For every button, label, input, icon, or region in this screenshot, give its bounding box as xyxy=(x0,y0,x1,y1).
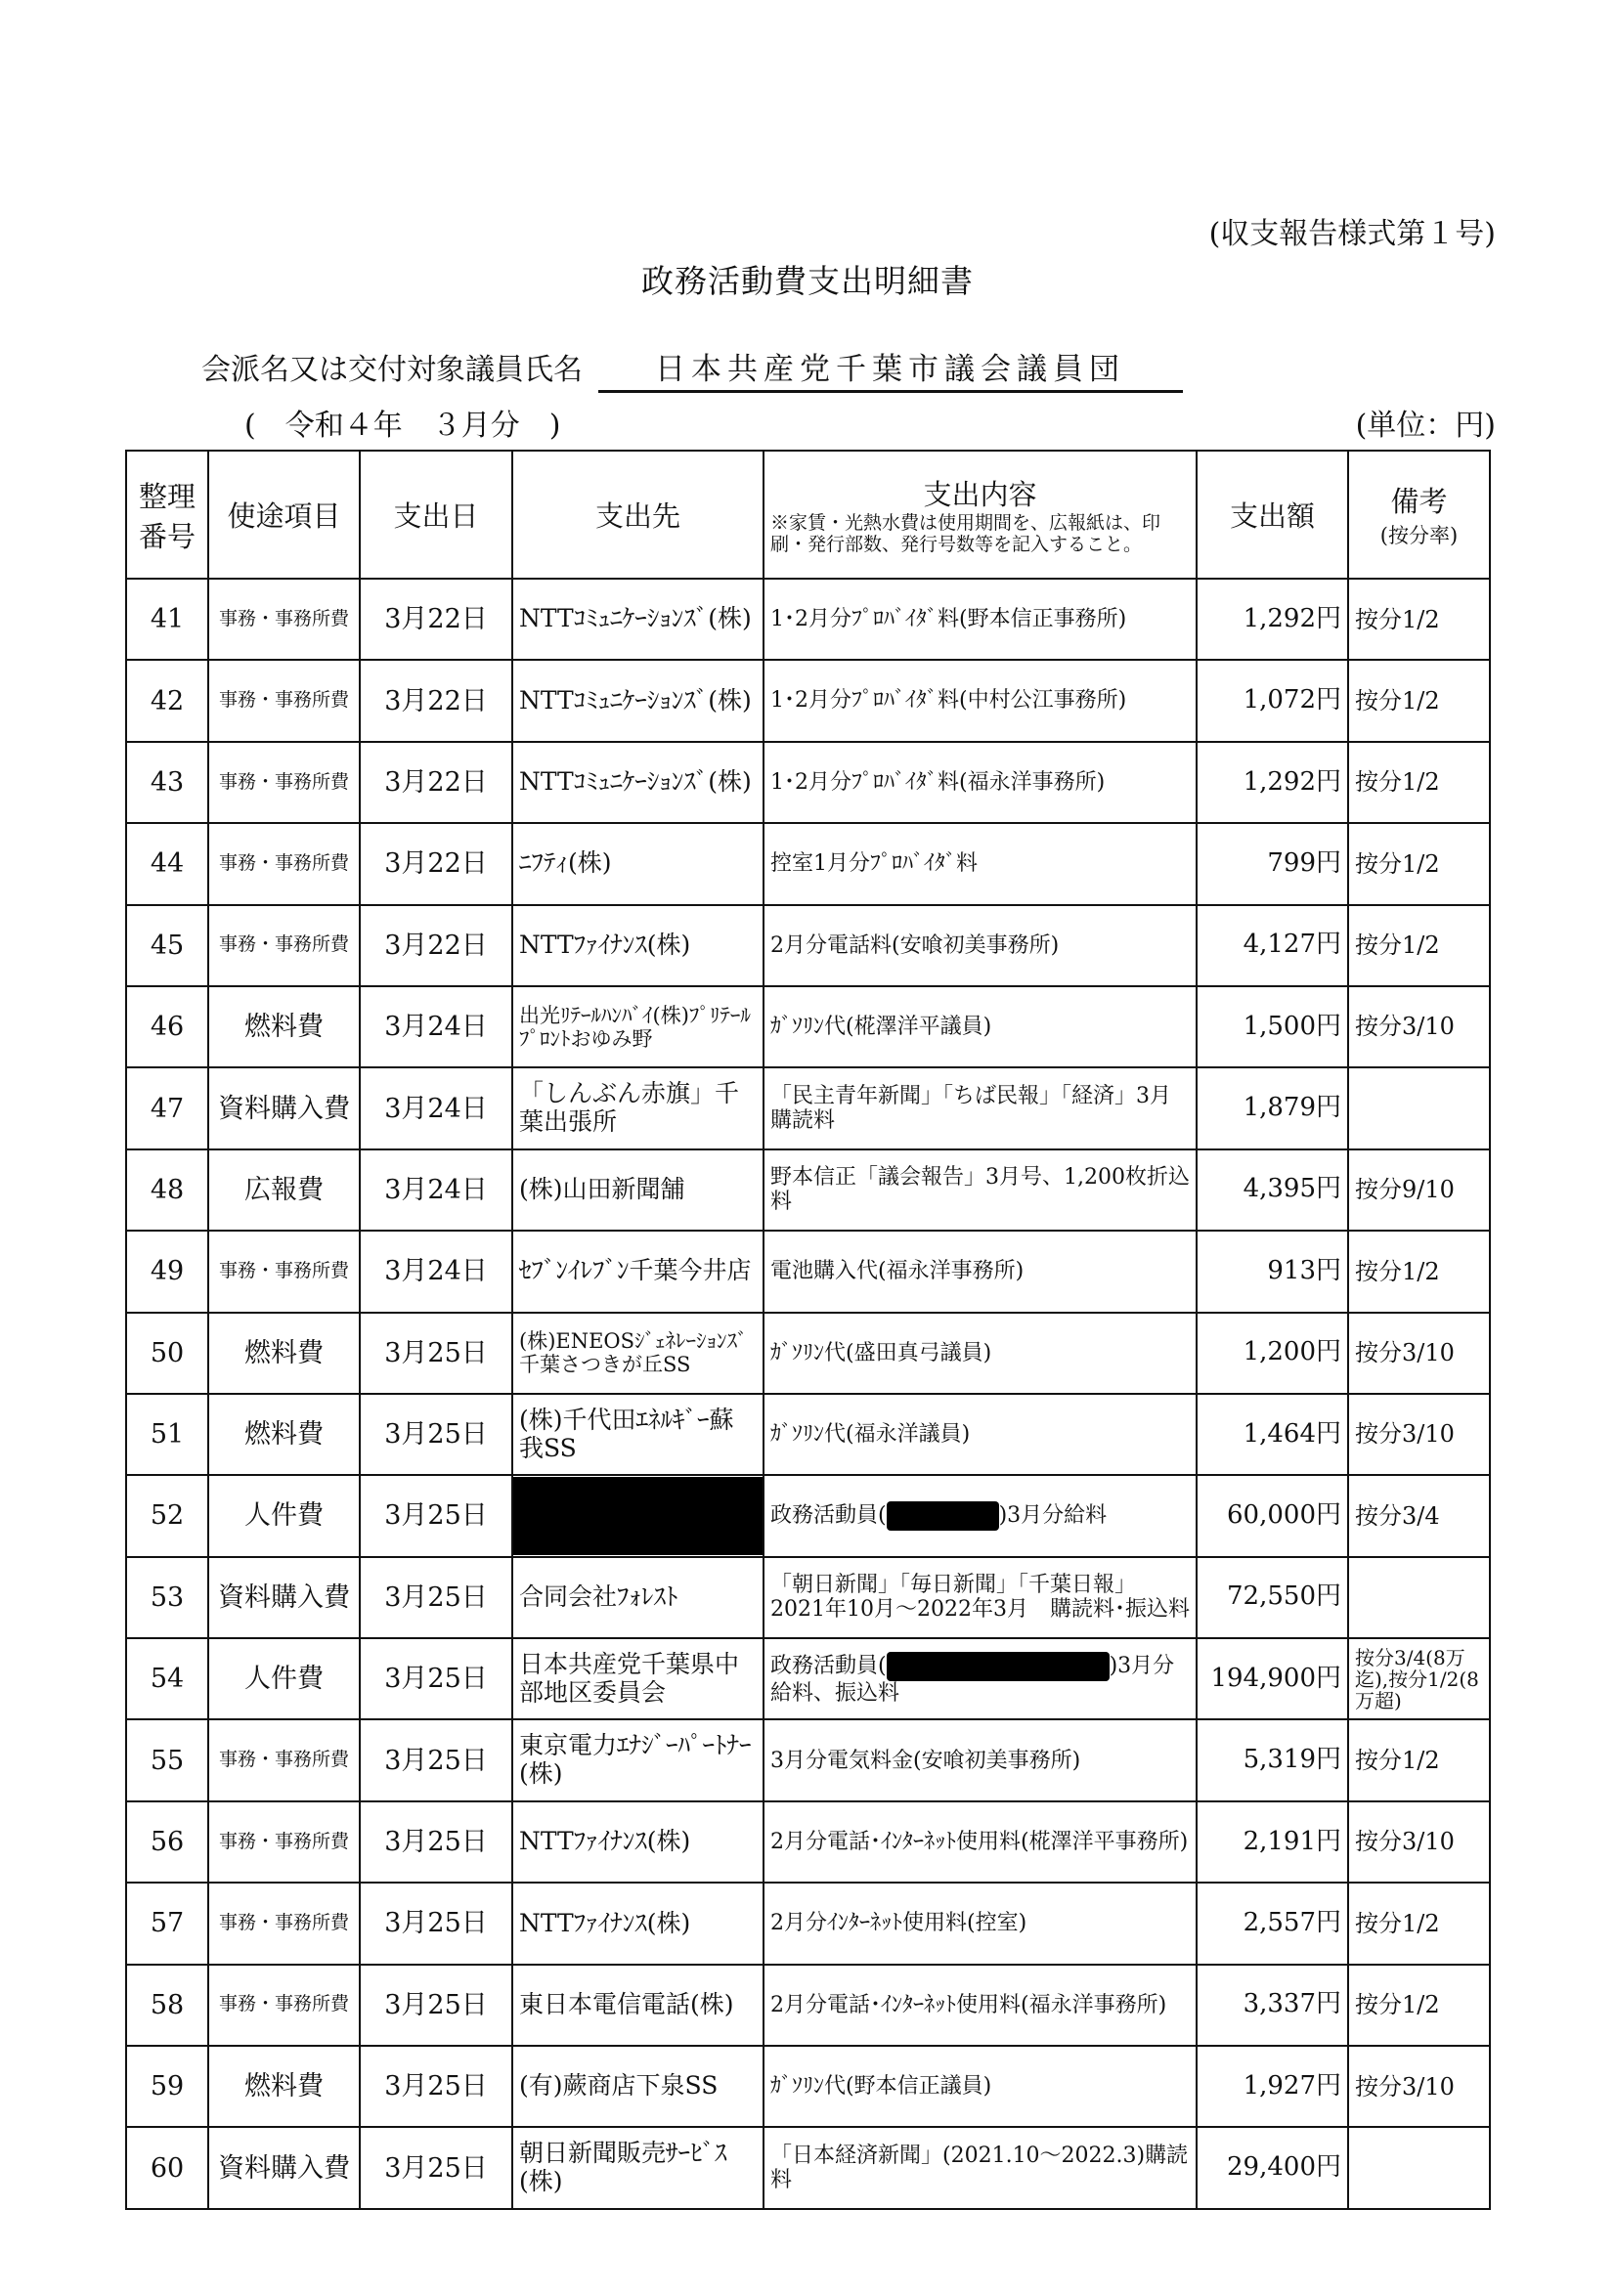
table-row xyxy=(126,986,1490,1067)
cell-remarks: 按分1/2 xyxy=(1348,1965,1490,2046)
cell-amount: 72,550円 xyxy=(1197,1557,1348,1638)
content-after: )3月分給料、振込料 xyxy=(770,1654,1175,1707)
cell-amount: 1,500円 xyxy=(1197,986,1348,1067)
table-header-row xyxy=(126,451,1490,579)
cell-vendor: 出光ﾘﾃｰﾙﾊﾝﾊﾞｲ(株)ﾌﾟﾘﾃｰﾙﾌﾟﾛﾝﾄおゆみ野 xyxy=(512,986,764,1067)
table-row xyxy=(126,1883,1490,1964)
cell-remarks: 按分1/2 xyxy=(1348,660,1490,741)
cell-remarks xyxy=(1348,1557,1490,1638)
cell-vendor: 「しんぶん赤旗」千葉出張所 xyxy=(512,1067,764,1148)
content-after: )3月分給料 xyxy=(998,1502,1108,1528)
cell-remarks xyxy=(1348,1067,1490,1148)
cell-no: 50 xyxy=(126,1313,208,1394)
cell-date: 3月24日 xyxy=(360,986,512,1067)
col-header-date: 支出日 xyxy=(360,451,512,579)
table-row xyxy=(126,1067,1490,1148)
table-row xyxy=(126,1965,1490,2046)
table-row xyxy=(126,1231,1490,1312)
cell-vendor: NTTｺﾐｭﾆｹｰｼｮﾝｽﾞ(株) xyxy=(512,742,764,823)
cell-no: 58 xyxy=(126,1965,208,2046)
cell-content: 「民主青年新聞」「ちば民報」「経済」3月購読料 xyxy=(764,1067,1197,1148)
table-body xyxy=(126,579,1490,2209)
cell-content: 控室1月分ﾌﾟﾛﾊﾞｲﾀﾞ料 xyxy=(764,823,1197,904)
cell-amount: 3,337円 xyxy=(1197,1965,1348,2046)
cell-category: 事務・事務所費 xyxy=(208,742,360,823)
cell-vendor: NTTﾌｧｲﾅﾝｽ(株) xyxy=(512,1801,764,1883)
cell-amount: 29,400円 xyxy=(1197,2127,1348,2208)
table-row xyxy=(126,1313,1490,1394)
cell-content: 野本信正「議会報告」3月号、1,200枚折込料 xyxy=(764,1149,1197,1231)
cell-no: 53 xyxy=(126,1557,208,1638)
cell-content: 1･2月分ﾌﾟﾛﾊﾞｲﾀﾞ料(野本信正事務所) xyxy=(764,579,1197,660)
cell-no: 42 xyxy=(126,660,208,741)
cell-amount: 799円 xyxy=(1197,823,1348,904)
cell-date: 3月25日 xyxy=(360,2046,512,2127)
content-note: ※家賃・光熱水費は使用期間を、広報紙は、印刷・発行部数、発行号数等を記入すること。 xyxy=(770,512,1161,555)
cell-date: 3月25日 xyxy=(360,1801,512,1883)
cell-category: 燃料費 xyxy=(208,1394,360,1475)
cell-date: 3月22日 xyxy=(360,579,512,660)
cell-amount: 1,072円 xyxy=(1197,660,1348,741)
col-header-content xyxy=(764,451,1197,579)
cell-date: 3月24日 xyxy=(360,1149,512,1231)
cell-no: 57 xyxy=(126,1883,208,1964)
cell-category: 事務・事務所費 xyxy=(208,1719,360,1800)
cell-date: 3月24日 xyxy=(360,1231,512,1312)
cell-amount: 1,927円 xyxy=(1197,2046,1348,2127)
cell-no: 43 xyxy=(126,742,208,823)
cell-remarks: 按分1/2 xyxy=(1348,823,1490,904)
table-row xyxy=(126,579,1490,660)
group-line xyxy=(201,344,1183,393)
cell-content: 1･2月分ﾌﾟﾛﾊﾞｲﾀﾞ料(福永洋事務所) xyxy=(764,742,1197,823)
content-title: 支出内容 xyxy=(923,478,1037,512)
col-header-remarks xyxy=(1348,451,1490,579)
cell-remarks: 按分3/10 xyxy=(1348,1313,1490,1394)
table-row xyxy=(126,823,1490,904)
redaction-block xyxy=(513,1477,763,1555)
cell-category: 燃料費 xyxy=(208,2046,360,2127)
content-before: 政務活動員( xyxy=(770,1502,887,1528)
cell-date: 3月22日 xyxy=(360,905,512,986)
cell-amount: 4,395円 xyxy=(1197,1149,1348,1231)
cell-no: 56 xyxy=(126,1801,208,1883)
cell-vendor: NTTﾌｧｲﾅﾝｽ(株) xyxy=(512,905,764,986)
cell-category: 事務・事務所費 xyxy=(208,1965,360,2046)
cell-no: 44 xyxy=(126,823,208,904)
cell-vendor: ﾆﾌﾃｨ(株) xyxy=(512,823,764,904)
cell-category: 資料購入費 xyxy=(208,2127,360,2208)
col-header-category: 使途項目 xyxy=(208,451,360,579)
cell-date: 3月25日 xyxy=(360,1557,512,1638)
cell-remarks: 按分3/4(8万迄),按分1/2(8万超) xyxy=(1348,1638,1490,1719)
cell-content: ｶﾞｿﾘﾝ代(椛澤洋平議員) xyxy=(764,986,1197,1067)
cell-no: 47 xyxy=(126,1067,208,1148)
cell-remarks: 按分1/2 xyxy=(1348,579,1490,660)
cell-amount: 913円 xyxy=(1197,1231,1348,1312)
cell-remarks: 按分1/2 xyxy=(1348,1719,1490,1800)
redaction-block xyxy=(887,1652,1110,1681)
cell-date: 3月24日 xyxy=(360,1067,512,1148)
cell-remarks: 按分3/10 xyxy=(1348,986,1490,1067)
cell-date: 3月22日 xyxy=(360,660,512,741)
cell-vendor xyxy=(512,1475,764,1556)
cell-no: 41 xyxy=(126,579,208,660)
expense-table xyxy=(125,450,1491,2210)
table-row xyxy=(126,660,1490,741)
cell-category: 燃料費 xyxy=(208,986,360,1067)
cell-amount: 60,000円 xyxy=(1197,1475,1348,1556)
group-name: 日本共産党千葉市議会議員団 xyxy=(598,344,1183,393)
cell-amount: 4,127円 xyxy=(1197,905,1348,986)
cell-category: 事務・事務所費 xyxy=(208,660,360,741)
cell-date: 3月25日 xyxy=(360,1475,512,1556)
cell-vendor: (株)山田新聞舗 xyxy=(512,1149,764,1231)
cell-content: 1･2月分ﾌﾟﾛﾊﾞｲﾀﾞ料(中村公江事務所) xyxy=(764,660,1197,741)
cell-date: 3月25日 xyxy=(360,1719,512,1800)
cell-no: 45 xyxy=(126,905,208,986)
cell-amount: 1,200円 xyxy=(1197,1313,1348,1394)
cell-category: 事務・事務所費 xyxy=(208,823,360,904)
cell-no: 55 xyxy=(126,1719,208,1800)
cell-amount: 1,879円 xyxy=(1197,1067,1348,1148)
cell-remarks: 按分3/4 xyxy=(1348,1475,1490,1556)
cell-amount: 1,292円 xyxy=(1197,742,1348,823)
cell-amount: 2,191円 xyxy=(1197,1801,1348,1883)
table-row xyxy=(126,1394,1490,1475)
cell-content xyxy=(764,1475,1197,1556)
cell-vendor: 東京電力ｴﾅｼﾞｰﾊﾟｰﾄﾅｰ(株) xyxy=(512,1719,764,1800)
cell-remarks: 按分1/2 xyxy=(1348,1883,1490,1964)
cell-date: 3月25日 xyxy=(360,1638,512,1719)
table-row xyxy=(126,2127,1490,2208)
cell-no: 46 xyxy=(126,986,208,1067)
cell-vendor: (株)ENEOSｼﾞｪﾈﾚｰｼｮﾝｽﾞ千葉さつきが丘SS xyxy=(512,1313,764,1394)
cell-vendor: 合同会社ﾌｫﾚｽﾄ xyxy=(512,1557,764,1638)
cell-amount: 1,464円 xyxy=(1197,1394,1348,1475)
cell-category: 広報費 xyxy=(208,1149,360,1231)
cell-no: 51 xyxy=(126,1394,208,1475)
cell-remarks: 按分1/2 xyxy=(1348,905,1490,986)
cell-date: 3月25日 xyxy=(360,1965,512,2046)
cell-date: 3月25日 xyxy=(360,1883,512,1964)
remarks-title: 備考 xyxy=(1390,485,1448,518)
cell-vendor: (株)千代田ｴﾈﾙｷﾞｰ蘇我SS xyxy=(512,1394,764,1475)
redaction-block xyxy=(887,1501,999,1531)
page-title: 政務活動費支出明細書 xyxy=(641,262,974,300)
cell-remarks: 按分9/10 xyxy=(1348,1149,1490,1231)
cell-content: ｶﾞｿﾘﾝ代(福永洋議員) xyxy=(764,1394,1197,1475)
cell-date: 3月22日 xyxy=(360,823,512,904)
form-number: (収支報告様式第１号) xyxy=(1208,217,1496,251)
cell-content: 3月分電気料金(安喰初美事務所) xyxy=(764,1719,1197,1800)
cell-no: 54 xyxy=(126,1638,208,1719)
cell-vendor: (有)蕨商店下泉SS xyxy=(512,2046,764,2127)
cell-vendor: 朝日新聞販売ｻｰﾋﾞｽ(株) xyxy=(512,2127,764,2208)
cell-remarks: 按分3/10 xyxy=(1348,1394,1490,1475)
table-row xyxy=(126,2046,1490,2127)
cell-category: 人件費 xyxy=(208,1638,360,1719)
remarks-sub: (按分率) xyxy=(1379,524,1459,547)
cell-category: 事務・事務所費 xyxy=(208,1231,360,1312)
cell-remarks xyxy=(1348,2127,1490,2208)
cell-category: 人件費 xyxy=(208,1475,360,1556)
col-header-amount: 支出額 xyxy=(1197,451,1348,579)
cell-vendor: 東日本電信電話(株) xyxy=(512,1965,764,2046)
table-row xyxy=(126,742,1490,823)
cell-category: 燃料費 xyxy=(208,1313,360,1394)
cell-date: 3月25日 xyxy=(360,1394,512,1475)
cell-amount: 194,900円 xyxy=(1197,1638,1348,1719)
cell-content: 2月分電話･ｲﾝﾀｰﾈｯﾄ使用料(椛澤洋平事務所) xyxy=(764,1801,1197,1883)
cell-no: 48 xyxy=(126,1149,208,1231)
cell-content: 電池購入代(福永洋事務所) xyxy=(764,1231,1197,1312)
cell-amount: 2,557円 xyxy=(1197,1883,1348,1964)
cell-amount: 5,319円 xyxy=(1197,1719,1348,1800)
unit-label: (単位：円) xyxy=(1355,409,1496,443)
cell-no: 60 xyxy=(126,2127,208,2208)
cell-category: 事務・事務所費 xyxy=(208,1883,360,1964)
cell-category: 資料購入費 xyxy=(208,1067,360,1148)
table-row xyxy=(126,1638,1490,1719)
cell-vendor: ｾﾌﾞﾝｲﾚﾌﾞﾝ千葉今井店 xyxy=(512,1231,764,1312)
cell-content: 2月分電話料(安喰初美事務所) xyxy=(764,905,1197,986)
cell-no: 52 xyxy=(126,1475,208,1556)
cell-amount: 1,292円 xyxy=(1197,579,1348,660)
cell-content: 2月分ｲﾝﾀｰﾈｯﾄ使用料(控室) xyxy=(764,1883,1197,1964)
cell-remarks: 按分1/2 xyxy=(1348,1231,1490,1312)
cell-remarks: 按分3/10 xyxy=(1348,1801,1490,1883)
table-row xyxy=(126,1719,1490,1800)
table-row xyxy=(126,1801,1490,1883)
col-header-vendor: 支出先 xyxy=(512,451,764,579)
cell-category: 事務・事務所費 xyxy=(208,1801,360,1883)
report-period: ( 令和４年 ３月分 ) xyxy=(244,409,561,443)
cell-date: 3月25日 xyxy=(360,1313,512,1394)
table-row xyxy=(126,1149,1490,1231)
cell-no: 59 xyxy=(126,2046,208,2127)
table-row xyxy=(126,905,1490,986)
cell-content: 「朝日新聞」「毎日新聞」「千葉日報」2021年10月～2022年3月 購読料･振込料 xyxy=(764,1557,1197,1638)
cell-content: ｶﾞｿﾘﾝ代(盛田真弓議員) xyxy=(764,1313,1197,1394)
cell-content: ｶﾞｿﾘﾝ代(野本信正議員) xyxy=(764,2046,1197,2127)
cell-vendor: NTTｺﾐｭﾆｹｰｼｮﾝｽﾞ(株) xyxy=(512,660,764,741)
cell-vendor: 日本共産党千葉県中部地区委員会 xyxy=(512,1638,764,1719)
cell-remarks: 按分3/10 xyxy=(1348,2046,1490,2127)
cell-remarks: 按分1/2 xyxy=(1348,742,1490,823)
cell-content: 2月分電話･ｲﾝﾀｰﾈｯﾄ使用料(福永洋事務所) xyxy=(764,1965,1197,2046)
cell-date: 3月22日 xyxy=(360,742,512,823)
cell-content: 「日本経済新聞」(2021.10～2022.3)購読料 xyxy=(764,2127,1197,2208)
content-before: 政務活動員( xyxy=(770,1654,887,1679)
cell-vendor: NTTﾌｧｲﾅﾝｽ(株) xyxy=(512,1883,764,1964)
cell-content xyxy=(764,1638,1197,1719)
col-header-no: 整理番号 xyxy=(126,451,208,579)
table-row xyxy=(126,1475,1490,1556)
cell-category: 事務・事務所費 xyxy=(208,579,360,660)
cell-category: 資料購入費 xyxy=(208,1557,360,1638)
cell-date: 3月25日 xyxy=(360,2127,512,2208)
group-label: 会派名又は交付対象議員氏名 xyxy=(201,353,583,387)
cell-vendor: NTTｺﾐｭﾆｹｰｼｮﾝｽﾞ(株) xyxy=(512,579,764,660)
table-row xyxy=(126,1557,1490,1638)
cell-no: 49 xyxy=(126,1231,208,1312)
cell-category: 事務・事務所費 xyxy=(208,905,360,986)
